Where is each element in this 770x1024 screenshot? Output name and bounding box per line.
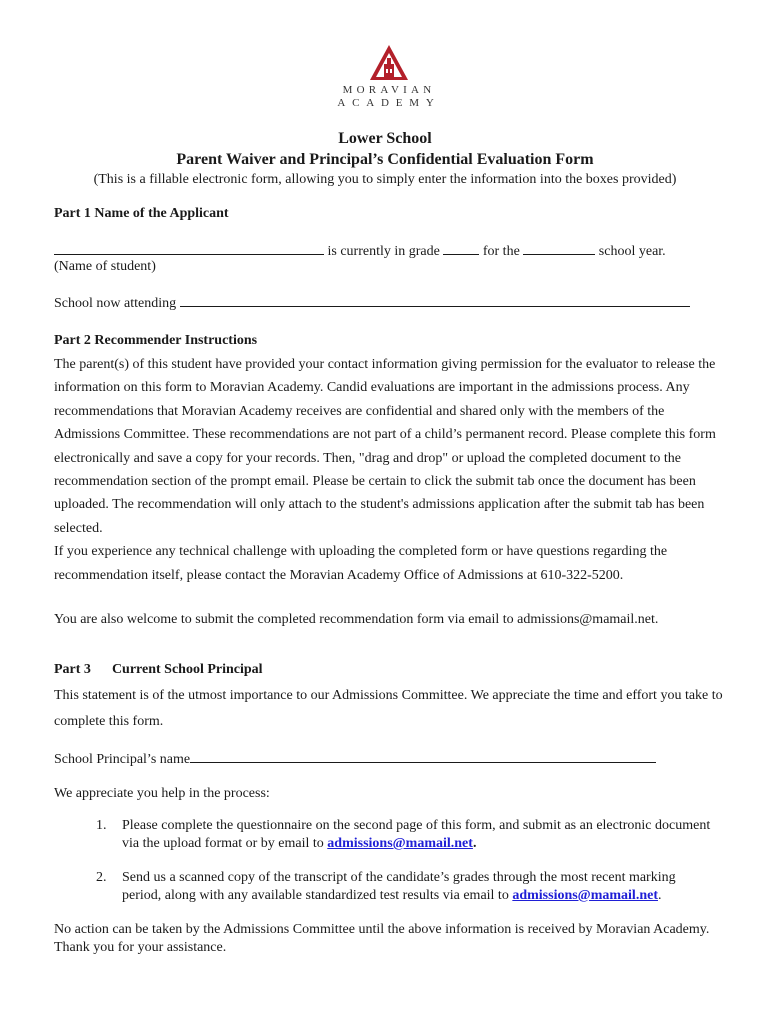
part2-heading: Part 2 Recommender Instructions: [54, 333, 258, 348]
technical-help-paragraph: If you experience any technical challenge with uploading the completed form or have questions regarding the recommendation itself, please contact the Moravian Academy Office of Admissions at 610-322-5200.: [54, 544, 668, 583]
moravian-academy-logo: [334, 44, 444, 114]
admissions-email-link[interactable]: admissions@mamail.net: [327, 836, 473, 851]
student-grade-line: [54, 241, 666, 260]
form-subtitle: (This is a fillable electronic form, allowing you to simply enter the information into the boxes provided): [93, 172, 677, 187]
part3-heading: [54, 662, 263, 678]
principal-name-label: School Principal’s name: [54, 752, 191, 767]
recommender-instructions: [54, 353, 724, 587]
item2-text: Send us a scanned copy of the transcript of the candidate’s grades through the most recent marking period, along with any available standardized test results via email to: [122, 870, 676, 903]
appreciate-text: We appreciate you help in the process:: [54, 786, 270, 801]
moravian-star-emblem-icon: [369, 44, 409, 82]
grade-label: is currently in grade: [327, 244, 440, 259]
school-attending-line: [54, 293, 690, 312]
student-name-field[interactable]: [54, 241, 324, 255]
form-title: Parent Waiver and Principal’s Confidential Evaluation Form: [176, 151, 594, 168]
closing-note: No action can be taken by the Admissions Committee until the above information is received by Moravian Academy. Thank you for your assistance.: [54, 922, 710, 955]
principal-name-line: [54, 749, 656, 768]
school-attending-field[interactable]: [180, 293, 690, 307]
importance-statement: This statement is of the utmost importance to our Admissions Committee. We appreciate the time and effort you take to complete this form.: [54, 688, 723, 729]
part1-heading: Part 1 Name of the Applicant: [54, 206, 229, 221]
part3-number: Part 3: [54, 662, 91, 677]
admissions-email-link[interactable]: admissions@mamail.net: [512, 888, 658, 903]
name-of-student-caption: (Name of student): [54, 259, 156, 274]
part3-title: Current School Principal: [111, 662, 263, 677]
list-number: 2.: [96, 870, 107, 885]
school-year-field[interactable]: [523, 241, 595, 255]
item1-text: Please complete the questionnaire on the second page of this form, and submit as an electronic document via the upload format or by email to: [122, 818, 711, 851]
instructions-paragraph: The parent(s) of this student have provided your contact information giving permission for the evaluator to release the information on this form to Moravian Academy. Candid evaluations are important in the admissions process. Any recommendations that Moravian Academy receives are confidential and shared only with the members of the Admissions Committee. These recommendations are not part of a child’s permanent record. Please complete this form electronically and save a copy for your records. Then, "drag and drop" or upload the completed document to the recommendation section of the prompt email. Please be certain to click the submit tab once the document has been uploaded. The recommendation will only attach to the student's admissions application after the submit tab has been selected.: [54, 357, 716, 536]
for-the-label: for the: [482, 244, 520, 259]
logo-text-academy: ACADEMY: [337, 97, 441, 109]
list-item: 2. Send us a scanned copy of the transcript of the candidate’s grades through the most recent marking period, along with any available standardized test results via email to admissions@mamail.net.: [96, 870, 676, 903]
list-number: 1.: [96, 818, 107, 833]
form-title-school: Lower School: [338, 130, 432, 147]
list-item: 1. Please complete the questionnaire on the second page of this form, and submit as an electronic document via the upload format or by email to admissions@mamail.net.: [96, 818, 711, 851]
principal-name-field[interactable]: [190, 749, 656, 763]
grade-field[interactable]: [443, 241, 479, 255]
school-year-label: school year.: [598, 244, 666, 259]
school-attending-label: School now attending: [54, 296, 177, 311]
email-submission-note: You are also welcome to submit the completed recommendation form via email to admissions@mamail.net.: [54, 612, 659, 627]
logo-text-moravian: MORAVIAN: [342, 84, 436, 96]
